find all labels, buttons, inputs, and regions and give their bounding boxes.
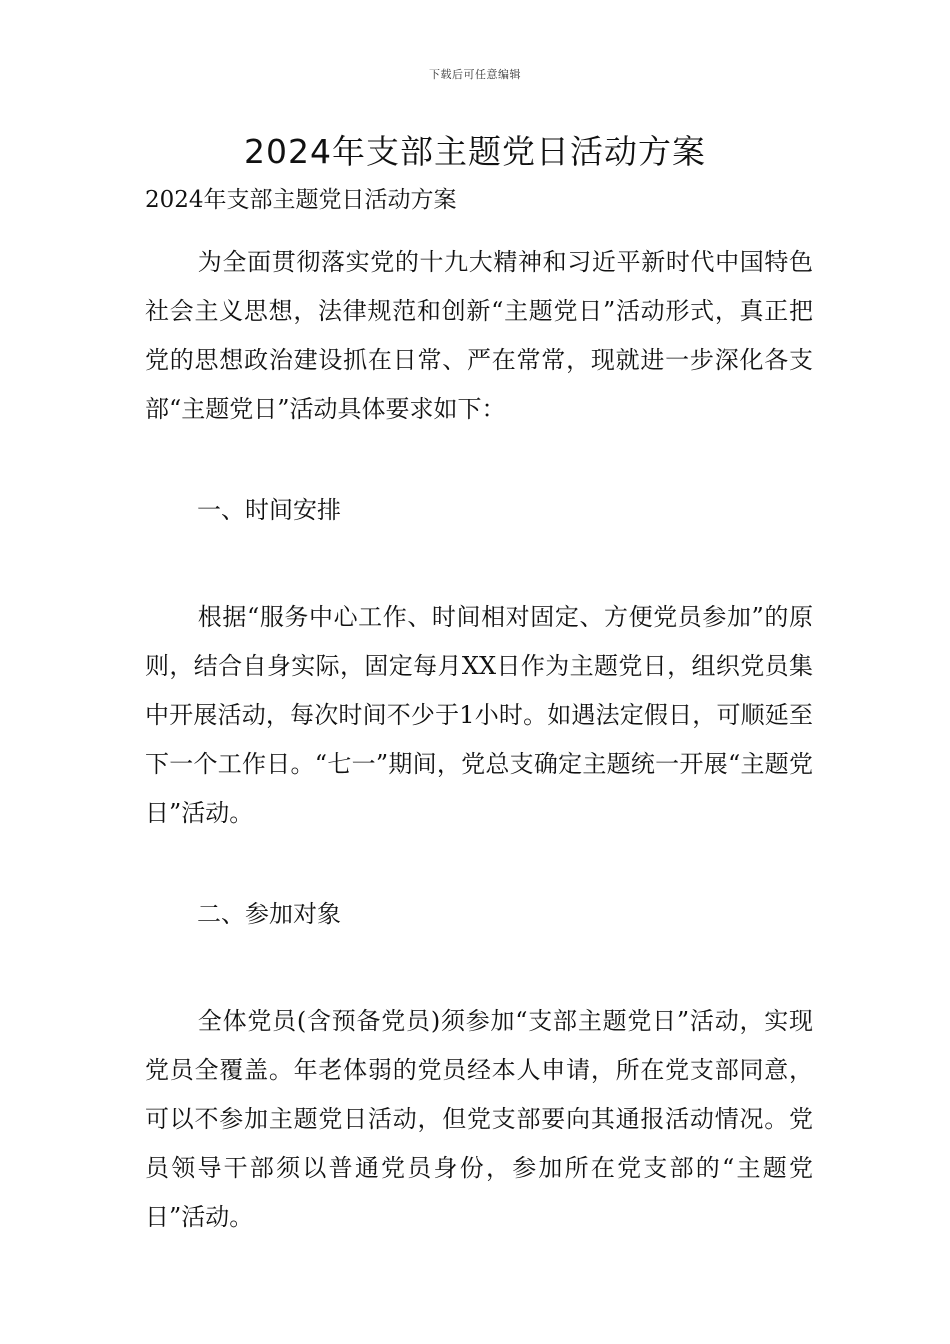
document-subtitle: 2024年支部主题党日活动方案 [145,187,457,213]
document-body [145,180,813,1242]
section-body-participants: 全体党员(含预备党员)须参加“支部主题党日”活动，实现党员全覆盖。年老体弱的党员经本人申请，所在党支部同意，可以不参加主题党日活动，但党支部要向其通报活动情况。党员领导干部须以普通党员身份，参加所在党支部的“主题党日”活动。 [145,1007,813,1231]
section-heading-time: 一、时间安排 [197,496,341,524]
section-body-time: 根据“服务中心工作、时间相对固定、方便党员参加”的原则，结合自身实际，固定每月XX日作为主题党日，组织党员集中开展活动，每次时间不少于1小时。如遇法定假日，可顺延至下一个工作日。“七一”期间，党总支确定主题统一开展“主题党日”活动。 [145,603,813,827]
intro-paragraph: 为全面贯彻落实党的十九大精神和习近平新时代中国特色社会主义思想，法律规范和创新“主题党日”活动形式，真正把党的思想政治建设抓在日常、严在常常，现就进一步深化各支部“主题党日”活动具体要求如下： [145,248,813,423]
header-note: 下载后可任意编辑 [429,68,521,81]
document-title: 2024年支部主题党日活动方案 [244,132,706,171]
section-heading-participants: 二、参加对象 [197,900,341,928]
